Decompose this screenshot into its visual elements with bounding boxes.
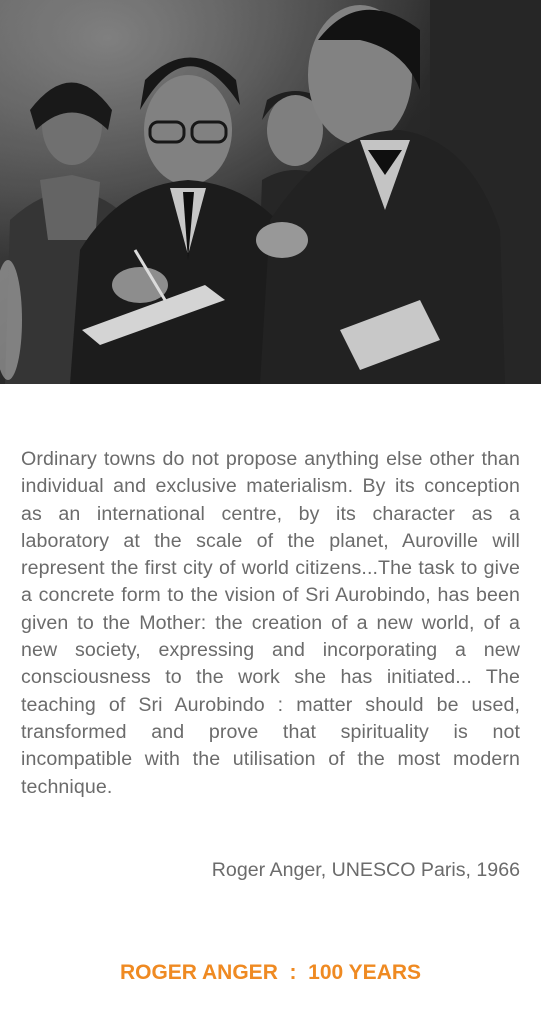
header-photo (0, 0, 541, 384)
footer-title: ROGER ANGER : 100 YEARS (119, 961, 422, 984)
quote-attribution: Roger Anger, UNESCO Paris, 1966 (211, 859, 520, 881)
photo-icon (0, 0, 541, 384)
quote-text: Ordinary towns do not propose anything else other than individual and exclusive materialism. By its conception as an international centre, by its character as a laboratory at the scale of the planet, Auroville will represent the first city of world citizens...The task to give a concrete form to the vision of Sri Aurobindo, has been given to the Mother: the creation of a new world, of a new society, expressing and incorporating a new consciousness to the work she has initiated... The teaching of Sri Aurobindo : matter should be used, transformed and prove that spirituality is not incompatible with the utilisation of the most modern technique. (21, 448, 520, 798)
